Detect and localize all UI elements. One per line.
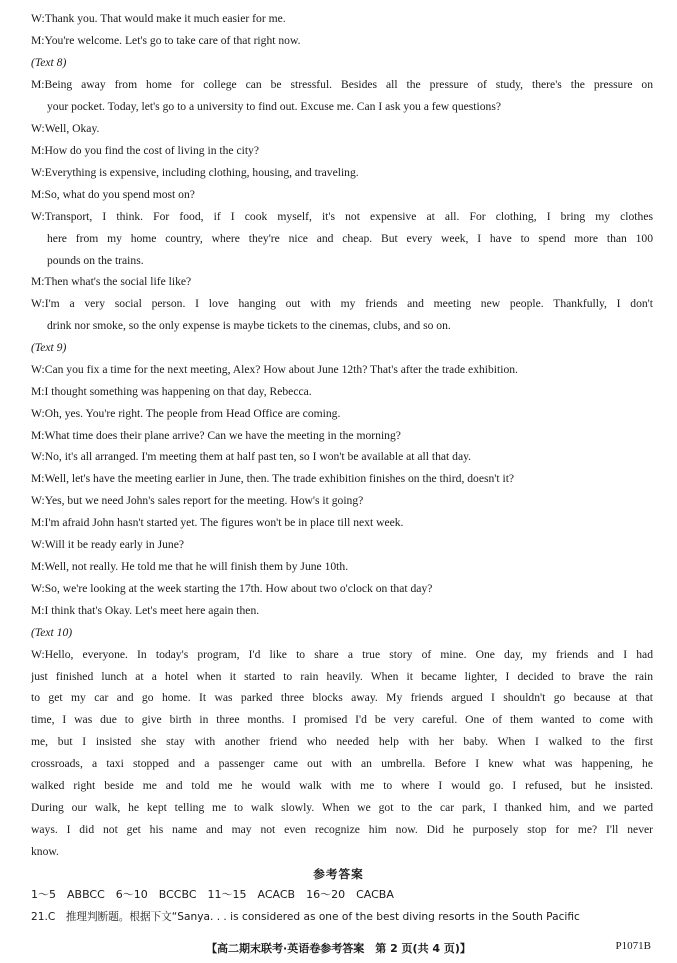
section-label-text9: (Text 9) [31, 341, 67, 354]
dialogue-line: W:Yes, but we need John's sales report for the meeting. How's it going? [31, 494, 364, 507]
dialogue-line: here from my home country, where they're nice and cheap. But every week, I have to spend more than 100 [47, 232, 653, 245]
dialogue-line: W:No, it's all arranged. I'm meeting them at half past ten, so I won't be available at all that day. [31, 450, 472, 463]
dialogue-line: W:Thank you. That would make it much easier for me. [31, 12, 286, 25]
dialogue-line: M:I think that's Okay. Let's meet here again then. [31, 604, 260, 617]
dialogue-line: W:So, we're looking at the week starting the 17th. How about two o'clock on that day? [31, 582, 433, 595]
page-footer: 【高二期末联考·英语卷参考答案 第 2 页(共 4 页)】 [206, 942, 471, 955]
dialogue-line: your pocket. Today, let's go to a university to find out. Excuse me. Can I ask you a few questions? [47, 100, 501, 113]
answers-heading: 参考答案 [313, 867, 364, 881]
dialogue-line: W:Transport, I think. For food, if I cook myself, it's not expensive at all. For clothing, I bring my clothes [31, 210, 653, 223]
dialogue-line: M:Well, let's have the meeting earlier in June, then. The trade exhibition finishes on the third, doesn't it? [31, 472, 515, 485]
dialogue-line: W:Will it be ready early in June? [31, 538, 184, 551]
dialogue-line: M:I'm afraid John hasn't started yet. The figures won't be in place till next week. [31, 516, 404, 529]
dialogue-line: M:How do you find the cost of living in the city? [31, 144, 259, 157]
dialogue-line: M:Well, not really. He told me that he will finish them by June 10th. [31, 560, 349, 573]
document-code: P1071B [615, 940, 651, 952]
paragraph-line: ways. I did not get his name and may not even recognize him now. Did he purposely stop for me? I'll never [31, 823, 653, 836]
paragraph-line: just finished lunch at a hotel when it started to rain heavily. When it became lighter, I decided to brave the rain [31, 670, 653, 683]
dialogue-line: W:Well, Okay. [31, 122, 100, 135]
paragraph-line: crossroads, a taxi stopped and a passenger came out with an umbrella. Before I knew what was happening, he [31, 757, 653, 770]
paragraph-line: walked right beside me and told me he would walk with me to where I would go. I refused, but he insisted. [31, 779, 653, 792]
dialogue-line: M:Then what's the social life like? [31, 275, 192, 288]
paragraph-line: me, but I insisted she stay with another friend who needed help with her baby. When I walked to the first [31, 735, 653, 748]
question-21-explanation: 21.C 推理判断题。根据下文“Sanya. . . is considered as one of the best diving resorts in the South Pacific [31, 911, 580, 923]
dialogue-line: M:I thought something was happening on that day, Rebecca. [31, 385, 312, 398]
dialogue-line: M:What time does their plane arrive? Can we have the meeting in the morning? [31, 429, 401, 442]
dialogue-line: M:So, what do you spend most on? [31, 188, 195, 201]
paragraph-line: W:Hello, everyone. In today's program, I'd like to share a true story of mine. One day, my friends and I had [31, 648, 653, 661]
paragraph-line: During our walk, he kept telling me to walk slowly. When we got to the car park, I thanked him, and we parted [31, 801, 653, 814]
answers-line: 1～5 ABBCC 6～10 BCCBC 11～15 ACACB 16～20 CACBA [31, 888, 394, 901]
dialogue-line: M:Being away from home for college can be stressful. Besides all the pressure of study, there's the pressure on [31, 78, 653, 91]
paragraph-line: time, I was due to give birth in three months. I promised I'd be very careful. One of them wanted to come with [31, 713, 653, 726]
dialogue-line: drink nor smoke, so the only expense is maybe tickets to the cinemas, clubs, and so on. [47, 319, 451, 332]
dialogue-line: W:Everything is expensive, including clothing, housing, and traveling. [31, 166, 359, 179]
dialogue-line: pounds on the trains. [47, 254, 144, 267]
paragraph-line: know. [31, 845, 59, 858]
dialogue-line: W:Can you fix a time for the next meeting, Alex? How about June 12th? That's after the trade exhibition. [31, 363, 518, 376]
dialogue-line: W:Oh, yes. You're right. The people from Head Office are coming. [31, 407, 341, 420]
paragraph-line: to get my car and go home. It was parked three blocks away. My friends argued I shouldn't go because at that [31, 691, 653, 704]
dialogue-line: M:You're welcome. Let's go to take care of that right now. [31, 34, 301, 47]
dialogue-line: W:I'm a very social person. I love hanging out with my friends and meeting new people. Thankfully, I don't [31, 297, 653, 310]
section-label-text10: (Text 10) [31, 626, 73, 639]
section-label-text8: (Text 8) [31, 56, 67, 69]
